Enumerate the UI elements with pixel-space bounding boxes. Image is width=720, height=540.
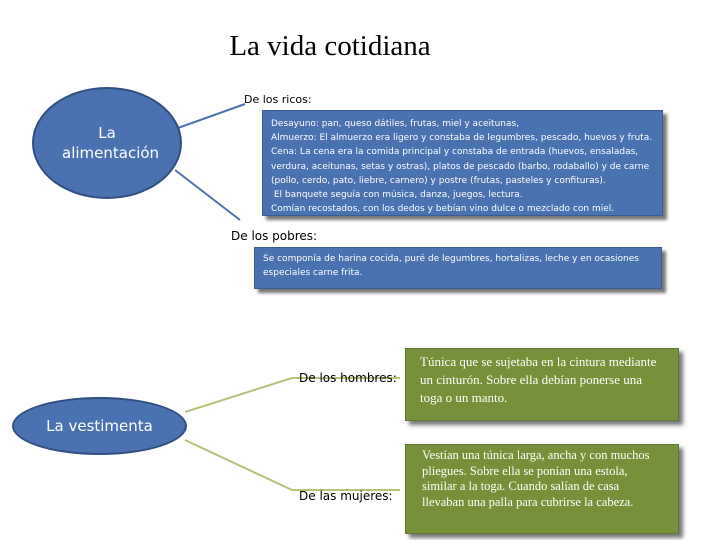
connector-food-rich bbox=[178, 104, 245, 128]
connector-clothing-women bbox=[185, 440, 292, 490]
rich-line: Almuerzo: El almuerzo era ligero y constaba de legumbres, pescado, huevos y fruta. bbox=[271, 133, 653, 144]
men-label: De los hombres: bbox=[299, 371, 397, 385]
men-clothing-box bbox=[405, 348, 679, 421]
poor-diet-box bbox=[254, 247, 662, 289]
connector-food-poor bbox=[175, 170, 240, 220]
poor-label: De los pobres: bbox=[231, 229, 318, 243]
rich-diet-box bbox=[262, 110, 663, 216]
node-clothing-label: La vestimenta bbox=[46, 417, 153, 435]
node-food bbox=[32, 87, 182, 199]
rich-line: Comían recostados, con los dedos y bebían vino dulce o mezclado con miel. bbox=[271, 204, 615, 215]
rich-line: (pollo, cerdo, pato, liebre, carnero) y postre (frutas, pasteles y confituras). bbox=[271, 175, 606, 186]
rich-line: Desayuno: pan, queso dátiles, frutas, miel y aceitunas, bbox=[271, 119, 520, 129]
men-clothing-text: Túnica que se sujetaba en la cintura mediante un cinturón. Sobre ella debían ponerse una toga o un manto. bbox=[420, 354, 657, 405]
women-label: De las mujeres: bbox=[299, 489, 393, 503]
node-clothing bbox=[12, 397, 187, 455]
rich-line: El banquete seguía con música, danza, juegos, lectura. bbox=[271, 190, 523, 201]
poor-line: Se componía de harina cocida, puré de legumbres, hortalizas, leche y en ocasiones bbox=[263, 254, 639, 264]
rich-label: De los ricos: bbox=[244, 93, 312, 106]
rich-line: Cena: La cena era la comida principal y constaba de entrada (huevos, ensaladas, bbox=[271, 147, 639, 158]
women-clothing-box bbox=[405, 444, 679, 534]
women-clothing-text: Vestían una túnica larga, ancha y con muchos pliegues. Sobre ella se ponían una estola, similar a la toga. Cuando salían de casa llevaban una palla para cubrirse la cabeza. bbox=[422, 448, 650, 509]
connector-clothing-men bbox=[185, 378, 292, 412]
poor-line: especiales carne frita. bbox=[263, 268, 363, 278]
node-food-label: La alimentación bbox=[62, 124, 160, 162]
rich-line: verdura, aceitunas, setas y ostras), platos de pescado (barbo, rodaballo) y de carne bbox=[271, 161, 650, 172]
page-title: La vida cotidiana bbox=[229, 30, 431, 62]
